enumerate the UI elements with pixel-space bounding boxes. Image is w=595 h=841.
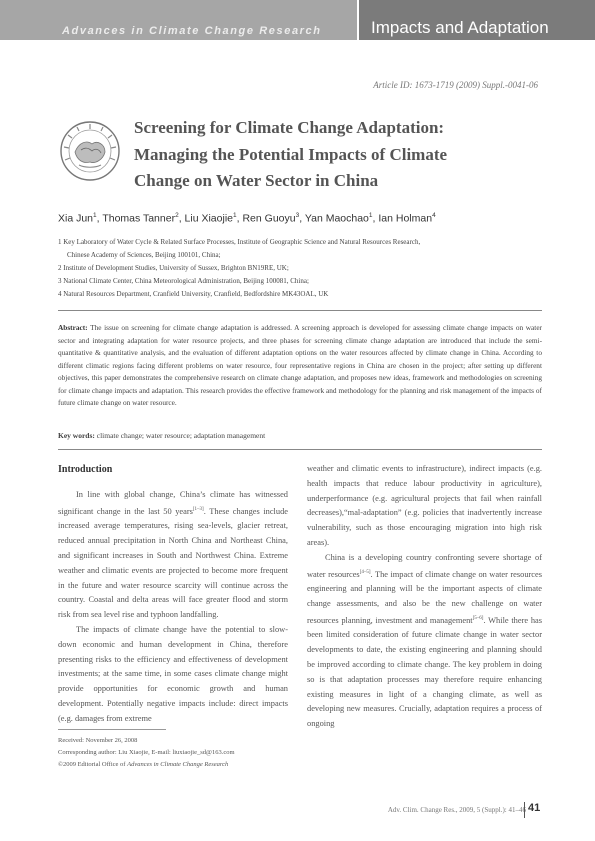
article-id: Article ID: 1673-1719 (2009) Suppl.-0041-06 <box>373 80 538 90</box>
author-affiliation-mark: 1 <box>368 212 373 219</box>
author-name: Liu Xiaojie <box>184 212 233 225</box>
paragraph <box>307 551 542 732</box>
author-name: Ren Guoyu <box>242 212 296 225</box>
footnote-corresponding: Corresponding author: Liu Xiaojie, E-mail: liuxiaojie_sd@163.com <box>58 749 235 756</box>
affiliation: 3 National Climate Center, China Meteorological Administration, Beijing 100081, China; <box>58 277 309 285</box>
citation: [4–5] <box>359 569 371 575</box>
affiliation: 2 Institute of Development Studies, University of Sussex, Brighton BN19RE, UK; <box>58 264 289 272</box>
footnote-copyright <box>58 761 228 768</box>
author-affiliation-mark: 4 <box>432 212 436 219</box>
affiliation: Chinese Academy of Sciences, Beijing 100101, China; <box>67 251 221 259</box>
keywords-label: Key words: <box>58 431 95 440</box>
section-header-band <box>359 0 595 40</box>
section-name: Impacts and Adaptation <box>371 18 549 37</box>
author-affiliation-mark: 1 <box>93 212 97 219</box>
page-number-divider <box>524 802 525 818</box>
paragraph-text: . The impact of climate change on water resources engineering and planning will be the important aspects of climate change assessments, and also be the new challenge on water resources planning, investment and management <box>307 569 542 625</box>
author-name: Xia Jun <box>58 212 94 225</box>
keywords-text: climate change; water resource; adaptation management <box>94 431 266 440</box>
abstract-bottom-rule <box>58 449 542 450</box>
page-number: 41 <box>528 802 541 814</box>
footnote-received: Received: November 26, 2008 <box>58 737 138 744</box>
abstract <box>58 322 542 410</box>
title-line: Change on Water Sector in China <box>134 171 379 190</box>
journal-header-band <box>0 0 357 40</box>
copyright-journal: Advances in Climate Change Research <box>127 761 229 768</box>
paragraph-text: China is a developing country confronting severe shortage of water resources <box>307 552 542 579</box>
paragraph <box>58 488 288 623</box>
section-heading: Introduction <box>58 464 113 475</box>
paragraph-text: In line with global change, China’s climate has witnessed significant change in the last 50 years <box>58 490 288 516</box>
author-affiliation-mark: 1 <box>233 212 237 219</box>
author-affiliation-mark: 2 <box>175 212 179 219</box>
journal-seal-icon <box>59 120 121 182</box>
author-name: Thomas Tanner <box>102 212 176 225</box>
copyright-prefix: ©2009 Editorial Office of <box>58 761 128 768</box>
footnote-rule <box>58 729 166 730</box>
author-list: Xia Jun$^1$, Thomas Tanner$^2$, Liu Xiaojie$^1$, Ren Guoyu$^3$, Yan Maochao$^1$, Ian Holman$^4$ <box>58 212 436 225</box>
paper-title <box>134 115 534 195</box>
keywords <box>58 431 265 440</box>
journal-name: Advances in Climate Change Research <box>62 25 322 37</box>
body-column-right <box>307 462 542 732</box>
page-reference: Adv. Clim. Change Res., 2009, 5 (Suppl.): 41–46 <box>387 806 526 814</box>
paragraph-text: . While there has been limited consideration of future climate change in water sector developments to date, the existing engineering and planning should be improved according to climate change. The key problem in doing so is that adaptation processes may therefore require enhancing existing measures in light of a changing climate, as well as developing new measures. Crucially, adaptation requires a process of ongoing <box>307 615 542 729</box>
author-affiliation-mark: 3 <box>295 212 300 219</box>
citation: [5–6] <box>472 615 484 621</box>
title-line: Screening for Climate Change Adaptation: <box>134 118 445 137</box>
citation: [1–3] <box>192 506 204 512</box>
paragraph-text: . These changes include increased average temperatures, rising sea-levels, glacier retreat, reduced annual precipitation in North China and Northeast China, and significant increases in South and Northwest China. Extreme weather and climatic events are projected to become more frequent in the future and water resource scarcity will continue across the country. Coastal and delta areas will face greater flood and storm risk from sea level rise and typhoon landfalling. <box>58 506 288 620</box>
affiliation: 4 Natural Resources Department, Cranfield University, Cranfield, Bedfordshire MK43OAL, UK <box>58 290 329 298</box>
affiliation: 1 Key Laboratory of Water Cycle & Related Surface Processes, Institute of Geographic Science and Natural Resources Research, <box>58 238 421 246</box>
title-line: Managing the Potential Impacts of Climate <box>134 144 448 164</box>
abstract-label: Abstract: <box>58 323 88 332</box>
author-name: Ian Holman <box>378 212 433 225</box>
abstract-top-rule <box>58 310 542 311</box>
abstract-text: The issue on screening for climate change adaptation is addressed. A screening approach is developed for assessing climate change impacts on water sector and integrating adaptation for water resource projects, and three phases for screening climate change adaptation are introduced that include the semi-quantitative & quantitative analysis, and the evaluation of different adaptation options on the water resources affected by climate change in China. According to different climatic regions facing different problems on water resource, four representative regions in China are chosen in the project; after setting up different objectives, this paper demonstrates the comprehensive research on climate change adaptation, and proposes new ideas, framework and methodologies on screening for climate change impacts and adaptation. This research provides the effective framework and methodology for the planning and risk management of the impacts of future climate change on water resource. <box>58 323 542 407</box>
paragraph: weather and climatic events to infrastructure), indirect impacts (e.g. health impacts that reduce labour productivity in agriculture), underperformance (e.g. agricultural projects that fail when rainfall decreases),“mal-adaptation” (e.g. policies that inadvertently increase vulnerability, such as those encouraging migration into high risk areas). <box>307 464 542 547</box>
author-name: Yan Maochao <box>304 212 369 225</box>
paragraph: The impacts of climate change have the potential to slow-down economic and human development in China, therefore presenting risks to the efficiency and effectiveness of development investments; at the same time, in some cases climate change might provide opportunities for economic growth and human development. Potentially negative impacts include: direct impacts (e.g. damages from extreme <box>58 624 288 723</box>
body-column-left <box>58 488 288 727</box>
